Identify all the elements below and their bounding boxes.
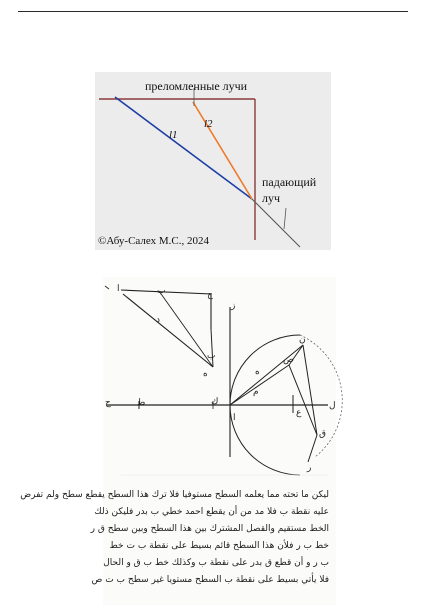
manuscript-text-line: فلا يأتي بسيط على نقطة ب السطح مستويا غير سطح ب ت ص [91, 575, 329, 585]
letter-label: ز [231, 301, 236, 311]
letter-label: ح [105, 398, 111, 408]
letter-label: ع [296, 408, 302, 418]
letter-label: ه [255, 367, 260, 377]
upper-triangle-side [211, 329, 213, 367]
refracted-rays-label: преломленные лучи [145, 79, 248, 93]
letter-label: ل [329, 401, 336, 411]
incident-ray-label-line1: падающий [262, 175, 317, 189]
letter-label: ن [299, 335, 306, 345]
letter-label: ك [211, 397, 219, 407]
letter-label: ر [307, 463, 312, 473]
refraction-diagram-svg [95, 72, 331, 250]
letter-label: ا [233, 413, 236, 423]
incident-ray-line [252, 199, 300, 247]
ray-to-top [230, 345, 303, 405]
chord-top-z [303, 345, 317, 435]
letter-label: ج [207, 290, 213, 300]
letter-label: د [156, 315, 161, 325]
manuscript-text-line: ليكن ما تحته مما يعلمه السطح مستوفيا فلا ترك هذا السطح يقطع سطح ولم تفرض [20, 490, 329, 500]
chord-z-bottom [308, 435, 317, 462]
label-pointer-incident [284, 208, 286, 229]
manuscript-text-line: ب ر و أن قطع ق بدر على نقطة ب وكذلك خط ب ق و الحال [103, 558, 329, 568]
letter-label: ب [157, 286, 166, 296]
l1-label: l1 [169, 129, 178, 141]
letter-label: ب [207, 351, 216, 361]
letter-label: ا [117, 284, 120, 294]
refraction-diagram [95, 72, 331, 250]
manuscript-text [20, 487, 329, 589]
copyright-credit: ©Абу-Салех М.С., 2024 [98, 235, 209, 247]
manuscript-text-line: خط ب ر فلأن هذا السطح قائم بسيط على نقطة ب ت خط [109, 541, 329, 551]
manuscript-page [20, 277, 336, 605]
lower-arc [230, 405, 300, 475]
letter-label: ص [283, 355, 294, 365]
letter-label: ه [203, 369, 208, 379]
upper-arc [230, 335, 300, 405]
letter-label: ق [319, 429, 326, 439]
refracted-ray-l2 [193, 102, 252, 199]
manuscript-text-line: الخط مستقيم والقصل المشترك بين هذا السطح وبين سطح ق ر [90, 524, 329, 534]
incident-ray-label-line2: луч [262, 191, 281, 205]
upper-triangle-inner [159, 291, 216, 367]
refracted-ray-l1 [115, 97, 252, 199]
upper-triangle-top [121, 290, 211, 329]
page-top-rule [18, 11, 408, 12]
upper-triangle-hypotenuse [123, 294, 216, 367]
letter-label: ط [137, 398, 146, 408]
l2-label: l2 [204, 118, 213, 130]
corner-mark [105, 286, 109, 289]
manuscript-text-line: عليه نقطة ب فلا مد من أن يقطع احمد خطي ب بدر فليكن ذلك [94, 507, 329, 517]
letter-label: م [253, 387, 259, 397]
